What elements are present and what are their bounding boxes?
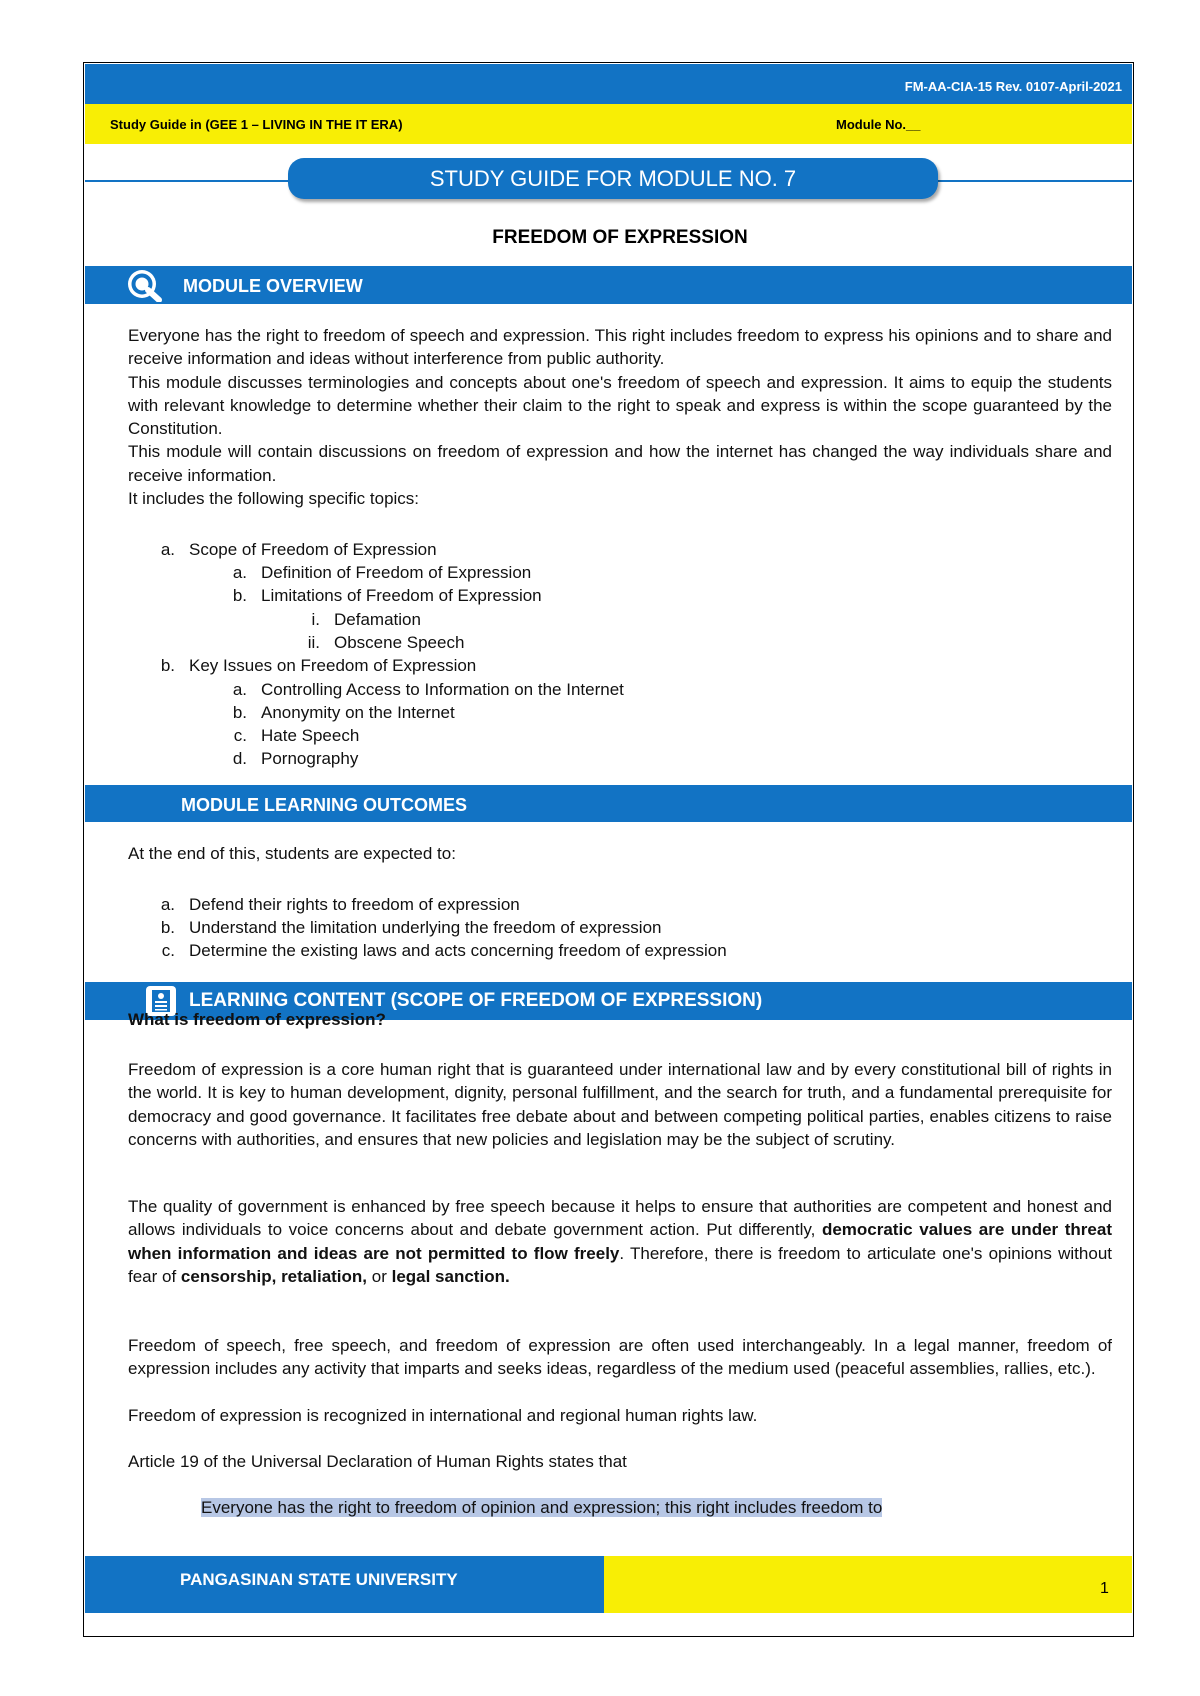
overview-paragraph: This module discusses terminologies and concepts about one's freedom of speech and expression. It aims to equip the students with relevant knowledge to determine whether their claim to the right to speak and express is within the scope guaranteed by the Constitution. xyxy=(128,372,1112,439)
list-item: b. Understand the limitation underlying the freedom of expression xyxy=(160,918,662,937)
content-paragraph-3: Freedom of speech, free speech, and freedom of expression are often used interchangeably. In a legal manner, freedom of expression includes any activity that imparts and seeks ideas, regardless of the medium used (peaceful assemblies, rallies, etc.). xyxy=(128,1336,1112,1379)
university-name: PANGASINAN STATE UNIVERSITY xyxy=(180,1570,458,1589)
footer-yellow-bar xyxy=(604,1556,1132,1613)
overview-paragraph: This module will contain discussions on freedom of expression and how the internet has changed the way individuals share and receive information. xyxy=(128,442,1112,485)
highlighted-text: Everyone has the right to freedom of opinion and expression; this right includes freedom to xyxy=(201,1498,883,1517)
search-icon xyxy=(125,268,163,302)
list-item: d. Pornography xyxy=(232,749,359,768)
overview-paragraph: Everyone has the right to freedom of speech and expression. This right includes freedom to express his opinions and to share and receive information and ideas without interference from public authority. xyxy=(128,326,1112,369)
list-item: a. Scope of Freedom of Expression xyxy=(160,540,437,559)
overview-section-bar xyxy=(85,266,1132,304)
content-heading: LEARNING CONTENT (SCOPE OF FREEDOM OF EXPRESSION) xyxy=(189,990,763,1011)
outcomes-intro: At the end of this, students are expected to: xyxy=(128,844,456,863)
study-guide-title: STUDY GUIDE FOR MODULE NO. 7 xyxy=(288,158,938,199)
list-item: a. Controlling Access to Information on the Internet xyxy=(232,680,624,699)
page-number: 1 xyxy=(1100,1580,1109,1597)
outcomes-section-bar xyxy=(85,785,1132,822)
overview-heading: MODULE OVERVIEW xyxy=(183,276,363,296)
list-item: c. Hate Speech xyxy=(233,726,360,745)
overview-paragraph: It includes the following specific topics: xyxy=(128,489,420,509)
list-item: b. Key Issues on Freedom of Expression xyxy=(160,656,477,675)
list-item: c. Determine the existing laws and acts concerning freedom of expression xyxy=(161,941,727,960)
outcomes-heading: MODULE LEARNING OUTCOMES xyxy=(181,795,467,815)
overview-text xyxy=(128,324,1112,510)
list-item: ii. Obscene Speech xyxy=(307,633,465,652)
content-paragraph-4: Freedom of expression is recognized in international and regional human rights law. xyxy=(128,1406,758,1425)
udhr-quote xyxy=(201,1498,882,1518)
study-guide-label: Study Guide in (GEE 1 – LIVING IN THE IT ERA) xyxy=(110,117,403,132)
content-paragraph-5: Article 19 of the Universal Declaration of Human Rights states that xyxy=(128,1452,627,1471)
list-item: b. Limitations of Freedom of Expression xyxy=(232,586,542,605)
content-question: What is freedom of expression? xyxy=(128,1010,386,1029)
list-item: i. Defamation xyxy=(311,610,421,629)
content-paragraph-2: The quality of government is enhanced by free speech because it helps to ensure that authorities are competent and honest and allows individuals to voice concerns about and debate government action. Put differently, democratic values are under threat when information and ideas are not permitted to flow freely. Therefore, there is freedom to articulate one's opinions without fear of censorship, retaliation, or legal sanction. xyxy=(128,1197,1112,1286)
content-paragraph-1: Freedom of expression is a core human right that is guaranteed under international law and by every constitutional bill of rights in the world. It is key to human development, dignity, personal fulfillment, and the search for truth, and a fundamental prerequisite for democracy and good governance. It facilitates free debate about and between competing political parties, enables citizens to raise concerns with authorities, and ensures that new policies and legislation may be the subject of scrutiny. xyxy=(128,1060,1112,1149)
list-item: a. Definition of Freedom of Expression xyxy=(232,563,532,582)
list-item: b. Anonymity on the Internet xyxy=(232,703,455,722)
form-code: FM-AA-CIA-15 Rev. 0107-April-2021 xyxy=(904,79,1122,94)
list-item: a. Defend their rights to freedom of expression xyxy=(160,895,520,914)
module-number: Module No.__ xyxy=(836,117,921,132)
module-title: FREEDOM OF EXPRESSION xyxy=(492,227,748,248)
